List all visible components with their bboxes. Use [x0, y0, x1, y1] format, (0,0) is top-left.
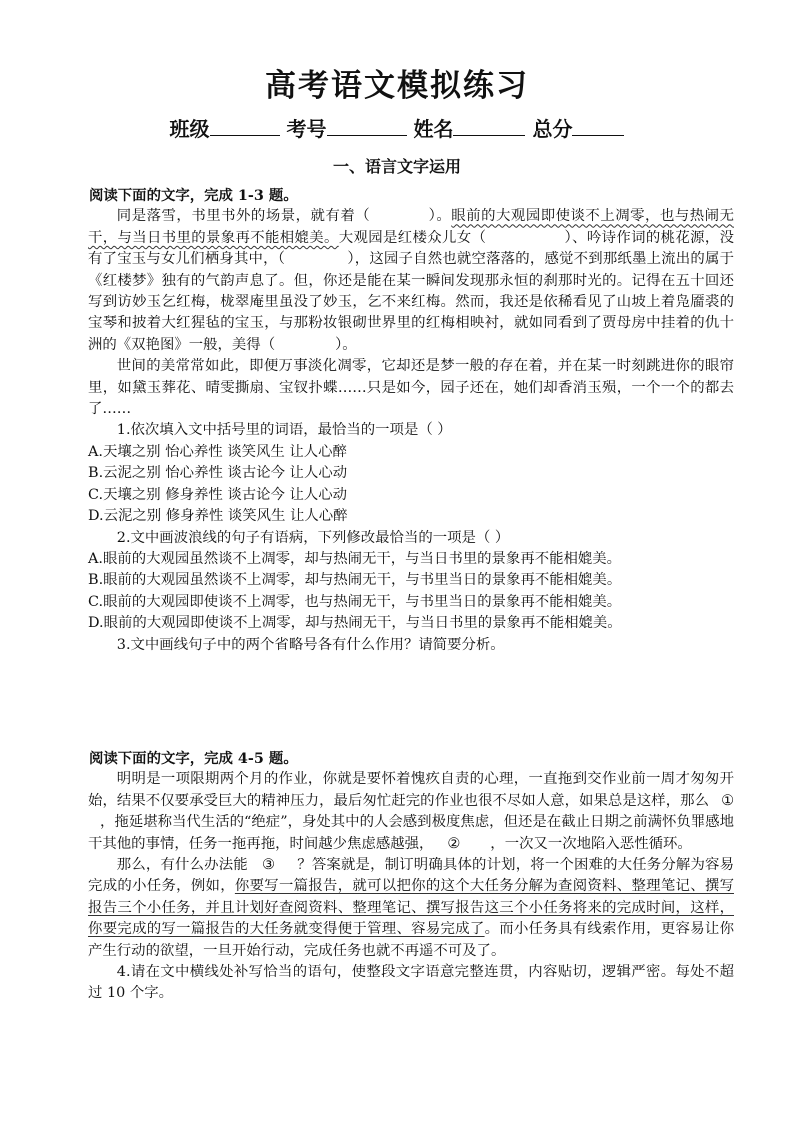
name-label: 姓名	[413, 117, 454, 141]
passage-two-heading: 阅读下面的文字，完成 4-5 题。	[89, 750, 298, 767]
q1-option-a: A.天壤之别 怡心养性 谈笑风生 让人心醉	[88, 443, 347, 460]
class-label: 班级	[169, 117, 210, 141]
question-1: 1.依次填入文中括号里的词语，最恰当的一项是（ ）	[116, 422, 452, 439]
score-blank[interactable]	[572, 117, 624, 136]
exam-no-label: 考号	[286, 117, 327, 141]
text-run: 那么，有什么办法能	[116, 857, 248, 874]
text-run: ），这园子自然也就空落落的，感觉不到那纸墨上流出的属于《红楼梦》独有的气韵声息了。但，你还是能在某一瞬间发现那永恒的刹那时光的。记得在五十回还写到访妙玉乞红梅，栊翠庵里虽没了妙玉，乞不来红梅。然而，我还是依稀看见了山坡上着凫靥裘的宝琴和披着大红猩毡的宝玉，与那粉妆银砌世界里的红梅相映衬，就如同看到了贾母房中挂着的仇十洲的《双艳图》一般，美得（	[88, 251, 734, 353]
text-run: 。而小任务具有线索作用，更容易让你产生行动的欲望，一旦开始行动，完成任务也就不再遥不可及了。	[88, 921, 734, 959]
question-4: 4.请在文中横线处补写恰当的语句，使整段文字语意完整连贯，内容贴切，逻辑严密。每处不超过 10 个字。	[88, 964, 734, 1002]
class-blank[interactable]	[210, 117, 280, 136]
passage-two	[88, 748, 734, 1005]
q2-option-d: D.眼前的大观园即使谈不上凋零，却与热闹无干，与当日书里的景象再不能相媲美。	[88, 615, 622, 632]
passage-two-paragraph-1	[88, 769, 734, 855]
text-run: ？答案就是，制订明确具体的计划，将一个困难的大任务分解为容易完成的小任务，例如，	[88, 857, 734, 895]
passage-one-paragraph-1	[88, 206, 734, 356]
name-blank[interactable]	[453, 117, 525, 136]
ellipsis-1: ……	[337, 379, 367, 396]
blank-marker-1: ①	[721, 792, 734, 809]
question-3: 3.文中画线句子中的两个省略号各有什么作用？请简要分析。	[116, 636, 505, 653]
ellipsis-2: ……	[102, 401, 132, 418]
text-run: 同是落雪，书里书外的场景，就有着（	[116, 208, 371, 225]
exam-no-blank[interactable]	[327, 117, 407, 136]
text-run: ）。	[428, 208, 452, 225]
text-run: 明明是一项限期两个月的作业，你就是要怀着愧疚自责的心理，一直拖到交作业前一周才匆匆开始，结果不仅要承受巨大的精神压力，最后匆忙赶完的作业也很不尽如人意，如果总是这样，那么	[88, 771, 734, 809]
passage-one-heading: 阅读下面的文字，完成 1-3 题。	[89, 187, 298, 204]
text-run: 只是如今，园子还在，她们却香消玉殒，一个一个的都去了	[88, 379, 734, 418]
wavy-underlined-sentence: 眼前的大观园即使谈不上凋零，也与热闹无干，与当日书里的景象再不能相媲美。	[88, 208, 734, 246]
passage-one	[88, 185, 734, 656]
page-title: 高考语文模拟练习	[265, 68, 529, 104]
text-run: 世间的美常常如此，即便万事淡化凋零，它却还是梦一般的存在着，并在某一时刻跳进你的眼帘里，如黛玉葬花、晴雯撕扇、宝钗扑蝶	[88, 358, 734, 396]
text-run: ）、吟诗作词的桃花源，没有了宝玉与女儿们栖身其中，（	[88, 229, 734, 268]
q1-option-d: D.云泥之别 修身养性 谈笑风生 让人心醉	[88, 508, 348, 525]
student-info-line	[0, 113, 794, 142]
blank-marker-3: ③	[261, 857, 276, 874]
text-run: ，拖延堪称当代生活的“绝症”，身处其中的人会感到极度焦虑，但还是在截止日期之前满怀负罪感地干其他的事情，任务一拖再拖，时间越少焦虑感越强，	[88, 814, 734, 852]
question-2: 2.文中画波浪线的句子有语病，下列修改最恰当的一项是（ ）	[116, 529, 510, 546]
text-run: ）。	[335, 336, 357, 353]
text-run: ，一次又一次地陷入恶性循环。	[490, 835, 692, 852]
blank-marker-2: ②	[447, 835, 461, 852]
score-label: 总分	[532, 117, 573, 141]
text-run: 大观园是红楼众儿女（	[338, 229, 487, 246]
passage-one-paragraph-2	[88, 356, 734, 420]
q1-option-c: C.天壤之别 修身养性 谈古论今 让人心动	[88, 486, 348, 503]
q2-option-a: A.眼前的大观园虽然谈不上凋零，却与热闹无干，与当日书里的景象再不能相媲美。	[88, 550, 622, 567]
q1-option-b: B.云泥之别 怡心养性 谈古论今 让人心动	[88, 465, 348, 482]
section-heading: 一、语言文字运用	[332, 157, 461, 176]
underlined-sentence: 你要写一篇报告，就可以把你的这个大任务分解为查阅资料、整理笔记、撰写报告三个小任务，并且计划好查阅资料、整理笔记、撰写报告这三个小任务将来的完成时间，这样，你要完成的写一篇报告的大任务就变得便于管理、容易完成了	[88, 878, 734, 938]
q2-option-c: C.眼前的大观园即使谈不上凋零，也与热闹无干，与书里当日的景象再不能相媲美。	[88, 593, 622, 610]
q2-option-b: B.眼前的大观园虽然谈不上凋零，却与热闹无干，与书里当日的景象再不能相媲美。	[88, 572, 622, 589]
passage-two-paragraph-2	[88, 855, 734, 962]
